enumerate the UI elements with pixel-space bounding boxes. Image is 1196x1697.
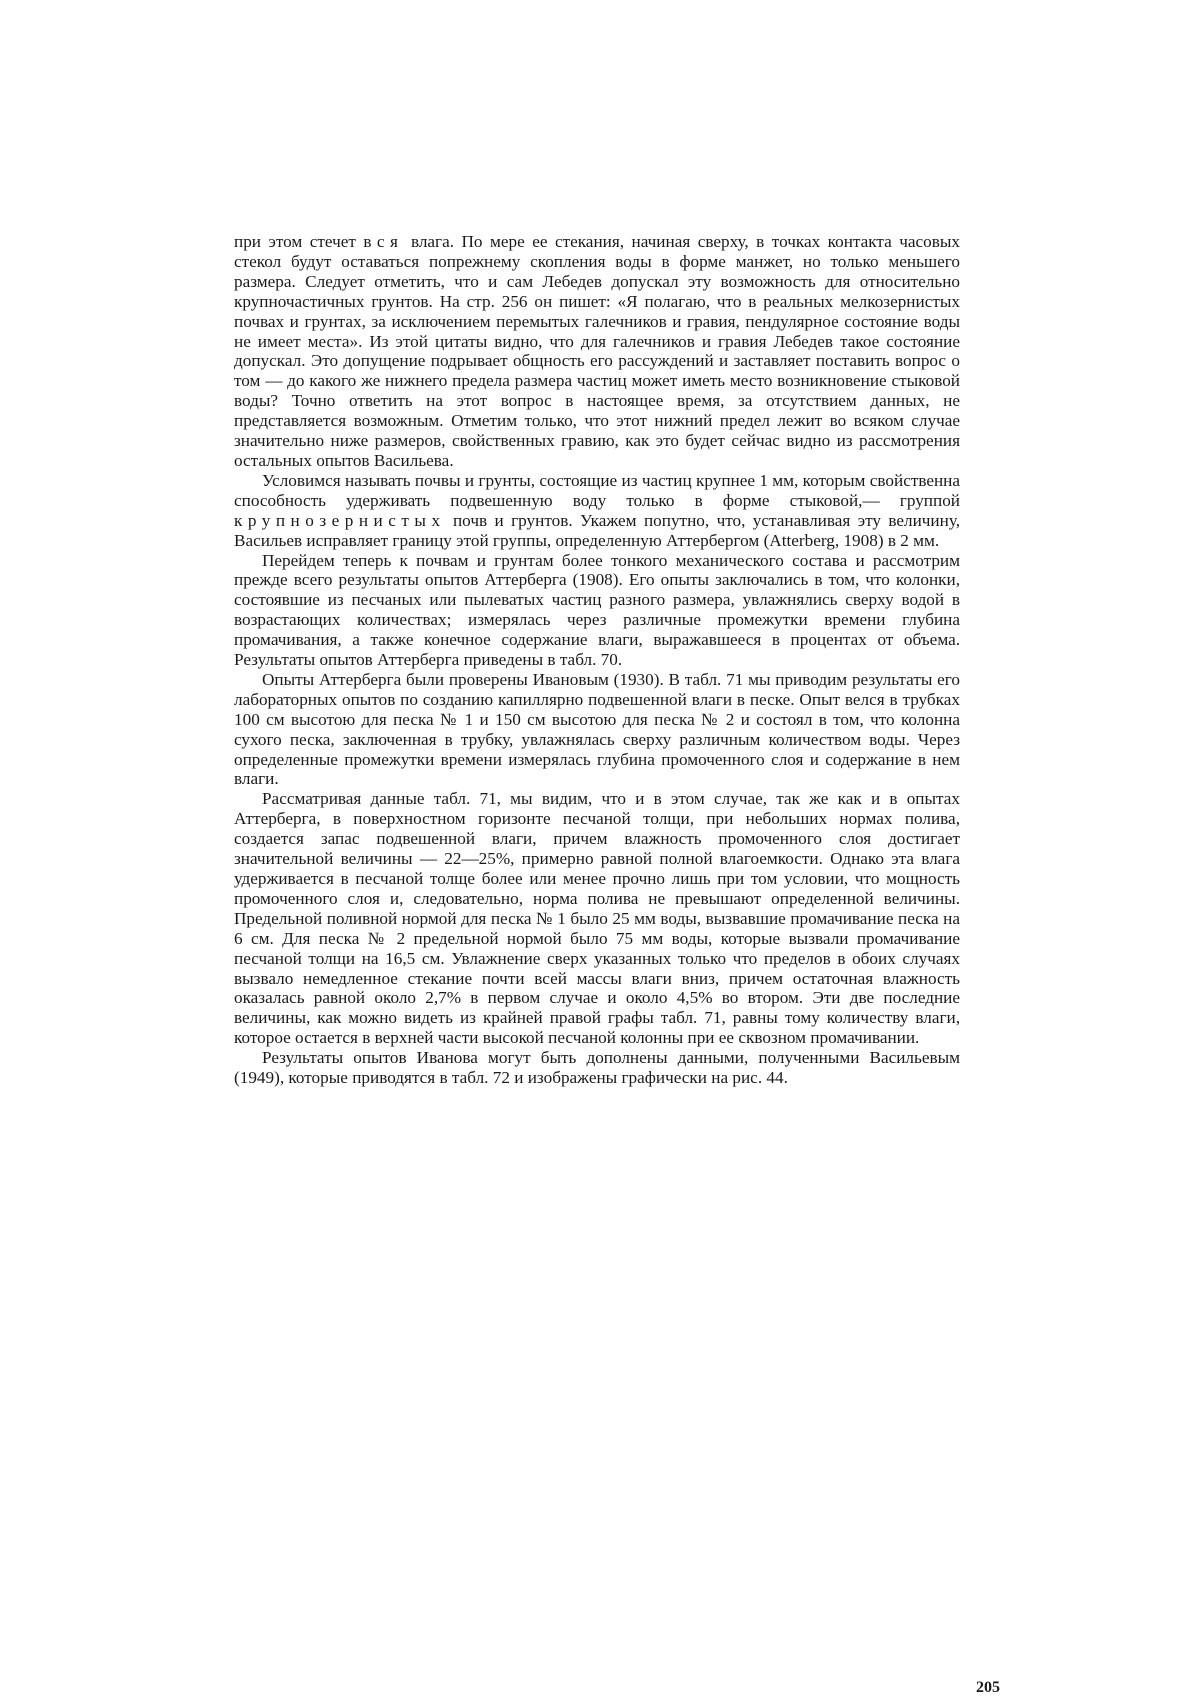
paragraph-3 — [234, 551, 960, 670]
document-page — [234, 232, 1000, 1696]
text-run: почв и грунтов. Укажем попутно, что, устанавливая эту величину, Васильев исправляет границу этой группы, определенную Аттербергом (Atterberg, 1908) в 2 мм. — [234, 510, 960, 550]
body-text — [234, 232, 960, 1088]
paragraph-2 — [234, 471, 960, 551]
spaced-emphasis: крупнозернистых — [234, 510, 446, 530]
spaced-emphasis: вся — [363, 232, 404, 251]
text-run: при этом стечет — [234, 232, 364, 251]
paragraph-4 — [234, 670, 960, 789]
paragraph-1 — [234, 232, 960, 471]
text-run: Перейдем теперь к почвам и грунтам более тонкого механического состава и рассмотрим прежде всего результаты опытов Аттерберга (1908). Его опыты заключались в том, что колонки, состоявшие из песчаных или пылеватых частиц разного размера, увлажнялись сверху водой в возрастающих количествах; измерялась через различные промежутки времени глубина промачивания, а также конечное содержание влаги, выражавшееся в процентах от объема. Результаты опытов Аттерберга приведены в табл. 70. — [234, 550, 960, 670]
page-number: 205 — [976, 1679, 1000, 1696]
paragraph-6 — [234, 1048, 960, 1088]
text-run: влага. По мере ее стекания, начиная сверху, в точках контакта часовых стекол будут оставаться попрежнему скопления воды в форме манжет, но только меньшего размера. Следует отметить, что и сам Лебедев допускал эту возможность для относительно крупночастичных грунтов. На стр. 256 он пишет: «Я полагаю, что в реальных мелкозернистых почвах и грунтах, за исключением перемытых галечников и гравия, пендулярное состояние воды не имеет места». Из этой цитаты видно, что для галечников и гравия Лебедев такое состояние допускал. Это допущение подрывает общность его рассуждений и заставляет поставить вопрос о том — до какого же нижнего предела размера частиц может иметь место возникновение стыковой воды? Точно ответить на этот вопрос в настоящее время, за отсутствием данных, не представляется возможным. Отметим только, что этот нижний предел лежит во всяком случае значительно ниже размеров, свойственных гравию, как это будет сейчас видно из рассмотрения остальных опытов Васильева. — [234, 232, 960, 470]
text-run: Условимся называть почвы и грунты, состоящие из частиц крупнее 1 мм, которым свойственна способность удерживать подвешенную воду только в форме стыковой,— группой — [234, 470, 960, 510]
paragraph-5 — [234, 789, 960, 1048]
text-run: Результаты опытов Иванова могут быть дополнены данными, полученными Васильевым (1949), которые приводятся в табл. 72 и изображены графически на рис. 44. — [234, 1048, 960, 1088]
text-run: Опыты Аттерберга были проверены Ивановым (1930). В табл. 71 мы приводим результаты его лабораторных опытов по созданию капиллярно подвешенной влаги в песке. Опыт велся в трубках 100 см высотою для песка № 1 и 150 см высотою для песка № 2 и состоял в том, что колонна сухого песка, заключенная в трубку, увлажнялась сверху различным количеством воды. Через определенные промежутки времени измерялась глубина промоченного слоя и содержание в нем влаги. — [234, 669, 960, 789]
text-run: Рассматривая данные табл. 71, мы видим, что и в этом случае, так же как и в опытах Аттерберга, в поверхностном горизонте песчаной толщи, при небольших нормах полива, создается запас подвешенной влаги, причем влажность промоченного слоя достигает значительной величины — 22—25%, примерно равной полной влагоемкости. Однако эта влага удерживается в песчаной толще более или менее прочно лишь при том условии, что мощность промоченного слоя и, следовательно, норма полива не превышают определенной величины. Предельной поливной нормой для песка № 1 было 25 мм воды, вызвавшие промачивание песка на 6 см. Для песка № 2 предельной нормой было 75 мм воды, которые вызвали промачивание песчаной толщи на 16,5 см. Увлажнение сверх указанных только что пределов в обоих случаях вызвало немедленное стекание почти всей массы влаги вниз, причем остаточная влажность оказалась равной около 2,7% в первом случае и около 4,5% во втором. Эти две последние величины, как можно видеть из крайней правой графы табл. 71, равны тому количеству влаги, которое остается в верхней части высокой песчаной колонны при ее сквозном промачивании. — [234, 789, 960, 1048]
